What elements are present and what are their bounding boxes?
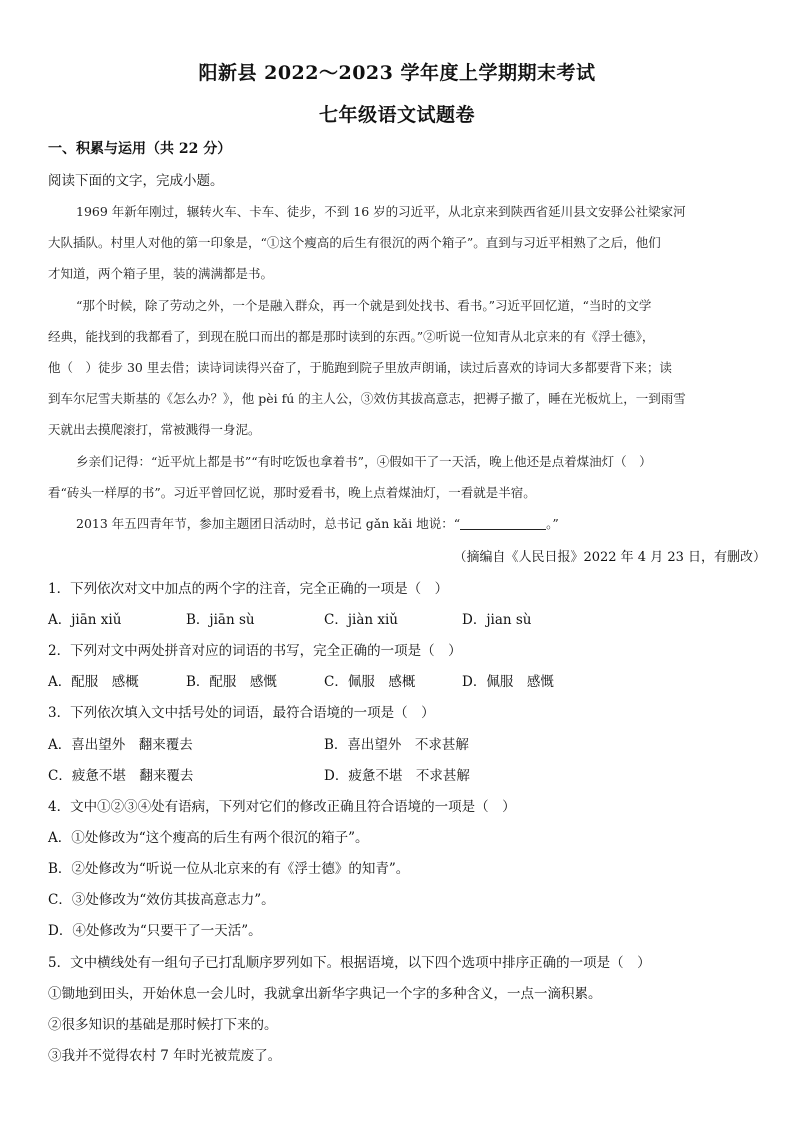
reading-instruction: 阅读下面的文字，完成小题。 — [48, 173, 224, 189]
option-b: B．jiān sù — [186, 612, 255, 628]
question-stem: 1．下列依次对文中加点的两个字的注音，完全正确的一项是（ ） — [48, 581, 449, 597]
question-stem: 3．下列依次填入文中括号处的词语，最符合语境的一项是（ ） — [48, 705, 435, 721]
passage-line: 1969 年新年刚过，辗转火车、卡车、徒步，不到 16 岁的习近平，从北京来到陕西省延川县文安驿公社梁家河 — [76, 204, 686, 219]
section-heading: 一、积累与运用（共 22 分） — [48, 141, 232, 157]
option-c: C．佩服 感概 — [324, 674, 416, 690]
passage-line: 天就出去摸爬滚打，常被溅得一身泥。 — [48, 422, 261, 437]
option-a: A．喜出望外 翻来覆去 — [48, 737, 193, 753]
sentence-3: ③我并不觉得农村 7 年时光被荒废了。 — [48, 1048, 282, 1064]
passage-line: 到车尔尼雪夫斯基的《怎么办？》，他 pèi fú 的主人公，③效仿其拔高意志，把褥子撤了，睡在光板炕上，一到雨雪 — [48, 391, 686, 406]
option-c: C．jiàn xiǔ — [324, 612, 398, 628]
option-a: A．①处修改为“这个瘦高的后生有两个很沉的箱子”。 — [48, 830, 369, 846]
option-a: A．配服 感概 — [48, 674, 139, 690]
question-stem: 5．文中横线处有一组句子已打乱顺序罗列如下。根据语境，以下四个选项中排序正确的一项是（ ） — [48, 955, 651, 971]
passage-line — [76, 514, 559, 532]
passage-text: 2013 年五四青年节，参加主题团日活动时，总书记 gǎn kǎi 地说：“ — [76, 516, 461, 531]
option-d: D．④处修改为“只要干了一天活”。 — [48, 923, 262, 939]
passage-source: （摘编自《人民日报》2022 年 4 月 23 日，有删改） — [453, 550, 766, 565]
option-b: B．喜出望外 不求甚解 — [324, 737, 469, 753]
passage-line: 经典，能找到的我都看了，到现在脱口而出的都是那时读到的东西。”②听说一位知青从北京来的有《浮士德》， — [48, 329, 655, 344]
option-a: A．jiān xiǔ — [48, 612, 122, 628]
sentence-1: ①锄地到田头，开始休息一会儿时，我就拿出新华字典记一个字的多种含义，一点一滴积累。 — [48, 986, 602, 1002]
option-d: D．佩服 感慨 — [462, 674, 554, 690]
passage-line: 看“砖头一样厚的书”。习近平曾回忆说，那时爱看书，晚上点着煤油灯，一看就是半宿。 — [48, 485, 536, 500]
option-b: B．②处修改为“听说一位从北京来的有《浮士德》的知青”。 — [48, 861, 410, 877]
exam-subtitle: 七年级语文试题卷 — [318, 104, 475, 126]
option-c: C．③处修改为“效仿其拔高意志力”。 — [48, 892, 275, 908]
passage-line: “那个时候，除了劳动之外，一个是融入群众，再一个就是到处找书、看书。”习近平回忆道，“当时的文学 — [76, 298, 652, 313]
option-d: D．jian sù — [462, 612, 532, 628]
passage-line: 大队插队。村里人对他的第一印象是，“①这个瘦高的后生有很沉的两个箱子”。直到与习近平相熟了之后，他们 — [48, 235, 661, 250]
passage-text: 。” — [546, 516, 559, 531]
option-b: B．配服 感慨 — [186, 674, 277, 690]
question-stem: 2．下列对文中两处拼音对应的词语的书写，完全正确的一项是（ ） — [48, 643, 462, 659]
passage-line: 才知道，两个箱子里，装的满满都是书。 — [48, 266, 274, 281]
option-d: D．疲惫不堪 不求甚解 — [324, 768, 470, 784]
answer-blank — [460, 517, 546, 530]
sentence-2: ②很多知识的基础是那时候打下来的。 — [48, 1017, 278, 1033]
option-c: C．疲惫不堪 翻来覆去 — [48, 768, 194, 784]
passage-line: 他（ ）徒步 30 里去借；读诗词读得兴奋了，于脆跑到院子里放声朗诵，读过后喜欢的诗词大多都要背下来；读 — [48, 360, 672, 375]
exam-title: 阳新县 2022～2023 学年度上学期期末考试 — [198, 62, 596, 84]
question-stem: 4．文中①②③④处有语病，下列对它们的修改正确且符合语境的一项是（ ） — [48, 799, 516, 815]
passage-line: 乡亲们记得：“近平炕上都是书”“有时吃饭也拿着书”，④假如干了一天活，晚上他还是点着煤油灯（ ） — [76, 454, 652, 469]
